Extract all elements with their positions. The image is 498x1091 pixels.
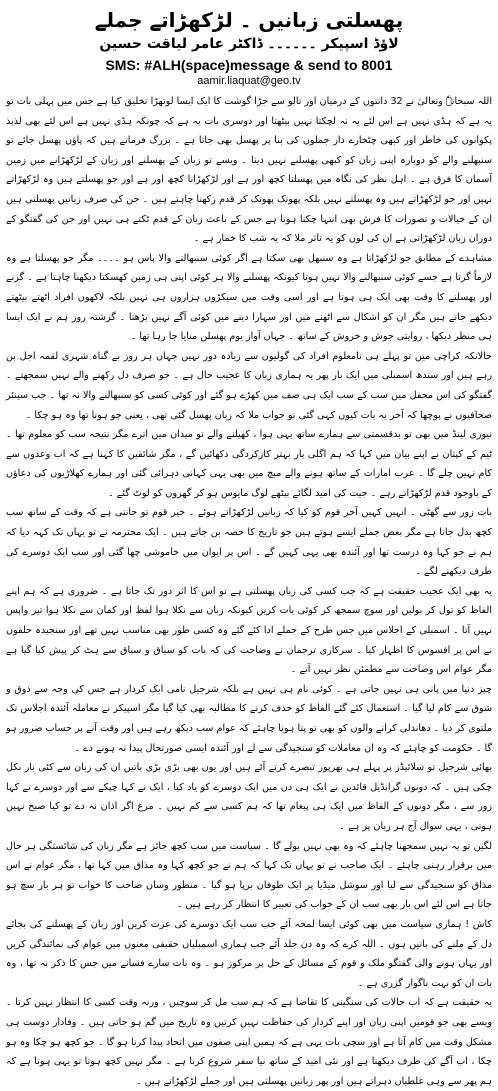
body-paragraph: نیوزی لینڈ میں بھی تو بدقسمتی سے ہمارے ساتھ یہی ہوا ، کھیلنے والے تو میدان میں اترے مگر نتیجہ سب کو معلوم تھا ۔ ٹیم کے کپتان نے اپنے بیان میں کہا کہ ہم اگلی بار بہتر کارکردگی دکھائیں گے ، مگر شائقین کا کہنا ہے کہ اب وعدوں سے کام نہیں چلے گا ۔ عرب امارات کے ساتھ ہونے والے میچ میں بھی یہی کہانی دہرائی گئی اور ہمارے کھلاڑیوں کی دعاؤں کے باوجود قدم لڑکھڑاتے رہے ۔ جیت کی امید لگائے بیٹھے لوگ مایوس ہو کر گھروں کو لوٹ گئے ۔ xyxy=(6,429,492,499)
body-paragraph: یہ بھی ایک عجیب حقیقت ہے کہ جب کسی کی زبان پھسلتی ہے تو اس کا اثر دور تک جاتا ہے ۔ ضروری ہے کہ ہم اپنے الفاظ کو تول کر بولیں اور سوچ سمجھ کر کوئی بات کریں کیونکہ زبان سے نکلا ہوا لفظ اور کمان سے نکلا ہوا تیر واپس نہیں آتا ۔ اسمبلی کے اجلاس میں جس طرح کے جملے ادا کئے گئے وہ کسی طور بھی مناسب نہیں تھے اور سنجیدہ حلقوں نے اس پر افسوس کا اظہار کیا ۔ سرکاری ترجمان نے وضاحت کی کہ بات کو سیاق و سباق سے ہٹ کر پیش کیا گیا ہے مگر عوام اس وضاحت سے مطمئن نظر نہیں آتے ۔ xyxy=(6,585,492,676)
column-byline: لاؤڈ اسپیکر ۔۔۔۔۔۔ ڈاکٹر عامر لیاقت حسین xyxy=(99,36,399,52)
body-paragraph: بات زور سے گھٹی ۔ انہیں کہیں آخر قوم کو کیا کہ زبانیں لڑکھڑاتے ہوئے ۔ خیر قوم تو جانتی ہے کہ وقت کے ساتھ سب کچھ بدل جاتا ہے مگر بعض جملے ایسے ہوتے ہیں جو تاریخ کا حصہ بن جاتے ہیں ۔ ایک محترمہ نے تو یہاں تک کہہ دیا کہ ہم نے جو کہا وہ درست تھا اور آئندہ بھی یہی کہیں گے ۔ اس پر ایوان میں خاموشی چھا گئی اور سب ایک دوسرے کی طرف دیکھنے لگے ۔ xyxy=(6,507,492,578)
body-paragraph: حالانکہ کراچی میں تو پہلے ہی نامعلوم افراد کی گولیوں سے زیادہ دور نہیں جہاں ہر روز بے گناہ شہری لقمہ اجل بن رہے ہیں اور سندھ اسمبلی میں ایک بار پھر یہ ہماری زبان کا عجیب حال ہے ۔ جو صرف دل رکھنے والے نہیں سمجھتے ۔ گفتگو کی اس محفل میں سب کے سب ایک ہی صف میں کھڑے ہو گئے اور کوئی کسی کو سنبھالنے والا نہ تھا ۔ جب سینئر صحافیوں نے پوچھا کہ آخر یہ بات کیوں کہی گئی تو جواب ملا کہ زبان پھسل گئی تھی ، یعنی جو ہونا تھا وہ ہو چکا ۔ xyxy=(6,350,492,421)
body-paragraph: یہ حقیقت ہے کہ اب حالات کی سنگینی کا تقاضا ہے کہ ہم سب مل کر سوچیں ، ورنہ وقت کسی کا انتظار نہیں کرتا ۔ ویسے بھی جو قومیں اپنی زبان اور اپنے کردار کی حفاظت نہیں کرتیں وہ تاریخ میں گم ہو جاتی ہیں ۔ وفادار دوست ہی مشکل وقت میں کام آتا ہے اور سچی بات یہی ہے کہ ہمیں اپنی صفوں میں اتحاد پیدا کرنا ہو گا ۔ جو کچھ ہو چکا وہ ہو چکا ، اب آگے کی طرف دیکھنا ہے اور نئی امید کے ساتھ نیا سفر شروع کرنا ہے ۔ مگر نہیں کچھ ہوتا تو یہی ہوتا ہے کہ ہم پھر سے وہی غلطیاں دہراتے ہیں اور پھر زبانیں پھسلتی ہیں اور جملے لڑکھڑاتے ہیں ۔ xyxy=(6,997,492,1087)
body-paragraph: اللہ سبحانہٗ وتعالیٰ نے 32 دانتوں کے درمیان اور تالو سے جڑا گوشت کا ایک ایسا لوتھڑا تخلیق کیا ہے جس میں پہلی بات تو یہ ہے کہ ہڈی نہیں ہے اس لئے یہ نہ لچکتا نہیں بیٹھتا اور دوسری بات یہ ہے کہ چونکہ ہڈی نہیں ہے اس لئے بھی لذیذ پکوانوں کی خاطر اور کبھی چٹخارے دار جملوں کی بنا پر پھسل بھی جاتا ہے ۔ بزرگ فرماتے ہیں کہ پاؤں پھسل جائے تو سنبھلنے والے کو دوبارہ اپنی زبان کو کبھی پھسلنے نہیں دینا ۔ ویسے تو زبان کے پھسلنے اور زبان کے لڑکھڑانے میں زمین آسمان کا فرق ہے ۔ اہل نظر کی نگاہ میں پھسلنا کچھ اور ہے اور لڑکھڑانا کچھ اور ہے اور جو پھسلتے ہیں وہ لڑکھڑاتے نہیں اور جو لڑکھڑاتے ہیں وہ پھسلتے نہیں بلکہ پھونک پھونک کر قدم رکھنا چاہتے ہیں ۔ جن کی صرف زبانیں پھسلتی ہیں ان کے خیالات و تصورات کا فرش بھی انتہا چکنا ہوتا ہے جس کے باعث زبان کے قدم ٹکتے ہی نہیں اور جن کی گفتگو کے دوران زبان لڑکھڑاتی ہے ان کی لوں کو یہ تاثر ملا کہ یہ شب کا خمار ہے ۔ xyxy=(6,96,492,245)
sms-line: SMS: #ALH(space)message & send to 8001 xyxy=(105,57,393,73)
column-body xyxy=(6,92,492,1091)
body-paragraph: بھائی شرجیل تو سلائیڈز پر پہلے ہی بھرپور تبصرے کرتے آئے ہیں اور یوں بھی بڑی بڑی باتیں ان کی زبان سے کئی بار نکل چکی ہیں ۔ کہ دونوں گرانڈیل قائدین نے ایک ہی دن میں ایک دوسرے کو یاد کیا ، ایک نے کہا چپکے سے اور دوسرے نے کہا زور سے ، مگر دونوں کے الفاظ میں ایک ہی پیغام تھا کہ ہم کسی سے کم نہیں ۔ مرغ اگر اذان نہ دے تو کیا صبح نہیں ہوتی ، یہی سوال آج ہر زبان پر ہے ۔ xyxy=(6,762,492,832)
column-headline: پھسلتی زبانیں ۔ لڑکھڑاتے جملے xyxy=(94,8,404,32)
body-paragraph: چیز دنیا میں پانی ہی نہیں جاتی ہے ۔ کوئی نام ہی نہیں ہے بلکہ شرجیل نامی ایک کردار ہے جس کی وجہ سے ذوق و شوق سے کام لیا گیا ۔ استعمال کئے گئے الفاظ کو حذف کرنے کا مطالبہ بھی کیا گیا مگر اسپیکر نے معاملہ آئندہ اجلاس تک ملتوی کر دیا ۔ دھاندلی کرانے والوں کو بھی تو پتا ہونا چاہئے کہ عوام سب دیکھ رہے ہیں اور وقت آنے پر حساب ضرور ہو گا ۔ حکومت کو چاہئے کہ وہ ان معاملات کو سنجیدگی سے لے اور آئندہ ایسی صورتحال پیدا نہ ہونے دے ۔ xyxy=(6,683,492,754)
body-paragraph: لگیں تو یہ نہیں سمجھنا چاہئے کہ وہ بھی نہیں بولے گا ۔ سیاست میں سب کچھ جائز ہے مگر زبان کی شائستگی ہر حال میں برقرار رہنی چاہئے ۔ ایک صاحب نے تو یہاں تک کہا کہ ہم نے جو کچھ کہا وہ مذاق میں کہا تھا ، مگر عوام نے اس مذاق کو سنجیدگی سے لیا اور سوشل میڈیا پر ایک طوفان برپا ہو گیا ۔ منظور وسان صاحب کا خواب تو ہر بار سچ ہو جاتا ہے اس لئے اس بار بھی سب ان کے خواب کی تعبیر کا انتظار کر رہے ہیں ۔ xyxy=(6,840,492,911)
body-paragraph: مشاہدے کے مطابق جو لڑکھڑاتا ہے وہ سنبھل بھی سکتا ہے اگر کوئی سنبھالنے والا پاس ہو ۔۔۔۔ مگر جو پھسلتا ہے وہ لازماً گرتا ہے جسے کوئی سنبھالنے والا نہیں ہوتا کیونکہ پھسلنے والا ہر کوئی اپنی ہی زمین کھسکتا دیکھنا چاہتا ہے ۔ گرنے اور پھسلنے کا وقت بھی ایک ہی ہوتا ہے اور اسی وقت میں سیکڑوں ہزاروں ہی نہیں بلکہ لاکھوں افراد اٹھتے بیٹھتے دیکھے جاتے ہیں مگر ان کو اشکال سے اٹھنے میں اور سہارا دینے میں کوئی آگے نہیں بڑھتا ۔ گزشتہ روز ہم نے ایک ایسا ہی منظر دیکھا ، روایتی جوش و خروش کے ساتھ ۔ جہاں آواز یوم پھسلن منایا جا رہا تھا ۔ xyxy=(6,252,492,343)
body-paragraph: کاش ! ہماری سیاست میں بھی کوئی ایسا لمحہ آئے جب سب ایک دوسرے کی عزت کریں اور زبان کے پھسلنے کی بجائے دل کے ملنے کی باتیں ہوں ۔ اللہ کرے کہ وہ دن جلد آئے جب ہماری اسمبلیاں حقیقی معنوں میں عوام کی نمائندگی کریں اور یہاں ہونے والی گفتگو ملک و قوم کے مسائل کے حل پر مرکوز ہو ۔ وہ بات سارے فسانے میں جس کا ذکر نہ تھا ، وہ بات ان کو بہت ناگوار گزری ہے ۔ xyxy=(6,918,492,989)
author-email[interactable]: aamir.liaquat@geo.tv xyxy=(197,75,301,87)
